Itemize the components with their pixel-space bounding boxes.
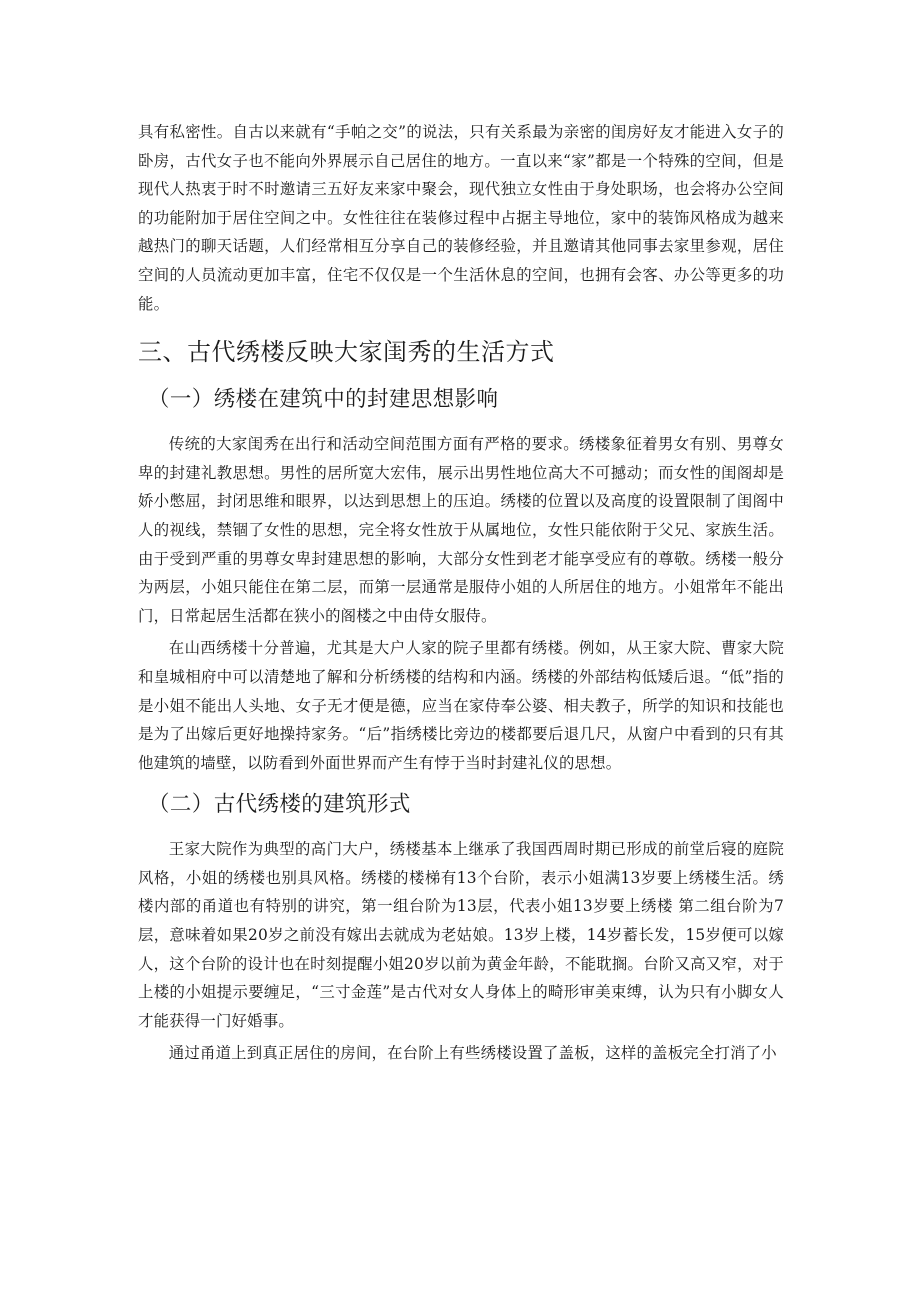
subheading-1: （一）绣楼在建筑中的封建思想影响 <box>148 387 499 413</box>
paragraph-private-space: 具有私密性。自古以来就有“手帕之交”的说法，只有关系最为亲密的闺房好友才能进入女子的卧房，古代女子也不能向外界展示自己居住的地方。一直以来“家”都是一个特殊的空间，但是现代人热衷于时不时邀请三五好友来家中聚会，现代独立女性由于身处职场，也会将办公空间的功能附加于居住空间之中。女性往往在装修过程中占据主导地位，家中的装饰风格成为越来越热门的聊天话题，人们经常相互分享自己的装修经验，并且邀请其他同事去家里参观，居住空间的人员流动更加丰富，住宅不仅仅是一个生活休息的空间，也拥有会客、办公等更多的功能。 <box>138 123 784 313</box>
paragraph-wangjia-dayuan: 王家大院作为典型的高门大户，绣楼基本上继承了我国西周时期已形成的前堂后寝的庭院风格，小姐的绣楼也别具风格。绣楼的楼梯有13个台阶，表示小姐满13岁要上绣楼生活。绣楼内部的甬道也有特别的讲究，第一组台阶为13层，代表小姐13岁要上绣楼 第二组台阶为7层，意味着如果20岁之前没有嫁出去就成为老姑娘。13岁上楼，14岁蓄长发，15岁便可以嫁人，这个台阶的设计也在时刻提醒小姐20岁以前为黄金年龄，不能耽搁。台阶又高又窄，对于上楼的小姐提示要缠足，“三寸金莲”是古代对女人身体上的畸形审美束缚，认为只有小脚女人才能获得一门好婚事。 <box>138 840 784 1030</box>
subheading-2: （二）古代绣楼的建筑形式 <box>148 792 411 818</box>
document-body <box>138 118 784 1068</box>
paragraph-feudal-influence: 传统的大家闺秀在出行和活动空间范围方面有严格的要求。绣楼象征着男女有别、男尊女卑的封建礼教思想。男性的居所宽大宏伟，展示出男性地位高大不可撼动；而女性的闺阁却是娇小憋屈，封闭思维和眼界，以达到思想上的压迫。绣楼的位置以及高度的设置限制了闺阁中人的视线，禁锢了女性的思想，完全将女性放于从属地位，女性只能依附于父兄、家族生活。由于受到严重的男尊女卑封建思想的影响，大部分女性到老才能享受应有的尊敬。绣楼一般分为两层，小姐只能住在第二层，而第一层通常是服侍小姐的人所居住的地方。小姐常年不能出门，日常起居生活都在狭小的阁楼之中由侍女服侍。 <box>138 435 784 625</box>
paragraph-shanxi-xiulou: 在山西绣楼十分普遍，尤其是大户人家的院子里都有绣楼。例如，从王家大院、曹家大院和皇城相府中可以清楚地了解和分析绣楼的结构和内涵。绣楼的外部结构低矮后退。“低”指的是小姐不能出人头地、女子无才便是德，应当在家侍奉公婆、相夫教子，所学的知识和技能也是为了出嫁后更好地操持家务。“后”指绣楼比旁边的楼都要后退几尺，从窗户中看到的只有其他建筑的墙壁，以防看到外面世界而产生有悖于当时封建礼仪的思想。 <box>138 639 784 772</box>
paragraph-passage-cover: 通过甬道上到真正居住的房间，在台阶上有些绣楼设置了盖板，这样的盖板完全打消了小 <box>168 1044 777 1063</box>
section-heading-3: 三、古代绣楼反映大家闺秀的生活方式 <box>138 338 555 367</box>
